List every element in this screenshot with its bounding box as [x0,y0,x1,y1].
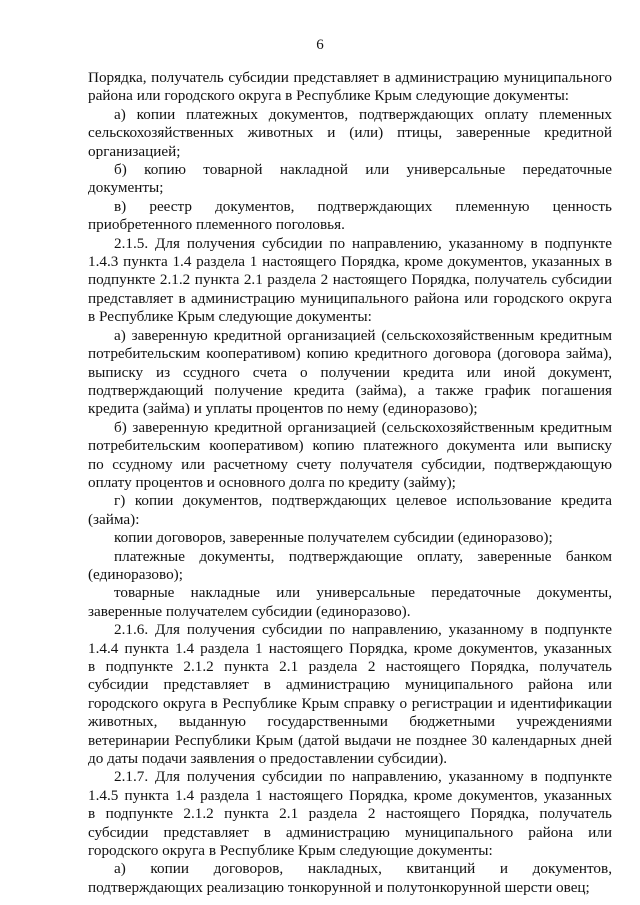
page-number: 6 [316,37,324,53]
text-line: сельскохозяйственных животных и (или) птицы, заверенные кредитной [88,124,612,142]
text-line: приобретенного племенного поголовья. [88,216,345,234]
text-line: товарные накладные или универсальные передаточные документы, [114,584,612,602]
text-line: а) копии договоров, накладных, квитанций и документов, [114,860,612,878]
text-line: 1.4.4 пункта 1.4 раздела 1 настоящего Порядка, кроме документов, указанных [88,639,612,657]
text-line: организацией; [88,142,181,160]
text-line: б) заверенную кредитной организацией (сельскохозяйственным кредитным [114,418,612,436]
text-line: 1.4.5 пункта 1.4 раздела 1 настоящего Порядка, кроме документов, указанных [88,786,612,804]
text-line: представляет в администрацию муниципального района или городского округа [88,289,612,307]
paragraph [88,106,612,161]
text-line: района или городского округа в Республике Крым следующие документы: [88,87,570,105]
text-line: платежные документы, подтверждающие оплату, заверенные банком [114,547,612,565]
paragraph [88,548,612,585]
text-line: подтверждающих реализацию тонкорунной и полутонкорунной шерсти овец; [88,878,590,896]
paragraph [88,69,612,106]
text-line: в) реестр документов, подтверждающих племенную ценность [114,197,612,215]
paragraph [88,529,612,547]
text-line: б) копию товарной накладной или универсальные передаточные [114,161,612,179]
text-line: в Республике Крым следующие документы: [88,308,372,326]
paragraph [88,161,612,198]
text-line: в подпункте 2.1.2 пункта 2.1 раздела 2 настоящего Порядка, получатель [88,658,612,675]
text-line: а) копии платежных документов, подтверждающих оплату племенных [114,105,612,123]
text-line: подпункте 2.1.2 пункта 2.1 раздела 2 настоящего Порядка, получатель субсидии [88,271,612,289]
text-line: подтверждающий получение кредита (займа), а также график погашения [88,381,612,399]
text-line: 2.1.6. Для получения субсидии по направлению, указанному в подпункте [114,621,612,639]
text-line: субсидии представляет в администрацию муниципального района или [88,823,612,841]
text-line: выписку из ссудного счета о получении кредита или иной документ, [88,363,612,381]
paragraph [88,768,612,860]
paragraph [88,584,612,621]
text-line: ветеринарии Республики Крым (датой выдачи не позднее 30 календарных дней [88,731,612,749]
text-line: (единоразово); [88,565,183,583]
text-line: в подпункте 2.1.2 пункта 2.1 раздела 2 настоящего Порядка, получатель [88,805,612,823]
text-line: копии договоров, заверенные получателем субсидии (единоразово); [114,529,553,547]
text-line: потребительским кооперативом) копию кредитного договора (договора займа), [88,345,612,363]
text-line: 2.1.7. Для получения субсидии по направлению, указанному в подпункте [114,768,612,786]
paragraph [88,492,612,529]
text-line: (займа): [88,510,140,528]
paragraph [88,235,612,327]
text-line: субсидии представляет в администрацию муниципального района или [88,676,612,694]
paragraph [88,860,612,897]
text-line: а) заверенную кредитной организацией (сельскохозяйственным кредитным [114,326,612,344]
paragraph [88,621,612,768]
text-line: до даты подачи заявления о предоставлении субсидии). [88,750,448,768]
paragraph [88,327,612,419]
text-line: городского округа в Республике Крым следующие документы: [88,842,493,860]
text-line: 2.1.5. Для получения субсидии по направлению, указанному в подпункте [114,234,612,252]
text-line: животных, выданную государственными бюджетными учреждениями [88,713,612,731]
document-body [88,69,612,897]
text-line: кредита (займа) и уплаты процентов по нему (единоразово); [88,400,478,418]
text-line: оплату процентов и основного долга по кредиту (займу); [88,473,456,491]
paragraph [88,419,612,493]
text-line: Порядка, получатель субсидии представляет в администрацию муниципального [88,69,612,86]
text-line: документы; [88,179,164,197]
text-line: потребительским кооперативом) копию платежного документа или выписку [88,437,612,455]
text-line: 1.4.3 пункта 1.4 раздела 1 настоящего Порядка, кроме документов, указанных в [88,253,612,271]
paragraph [88,198,612,235]
text-line: по ссудному или расчетному счету получателя субсидии, подтверждающую [88,455,612,473]
text-line: заверенные получателем субсидии (единоразово). [88,602,411,620]
text-line: г) копии документов, подтверждающих целевое использование кредита [114,492,612,510]
text-line: городского округа в Республике Крым справку о регистрации и идентификации [88,694,612,712]
